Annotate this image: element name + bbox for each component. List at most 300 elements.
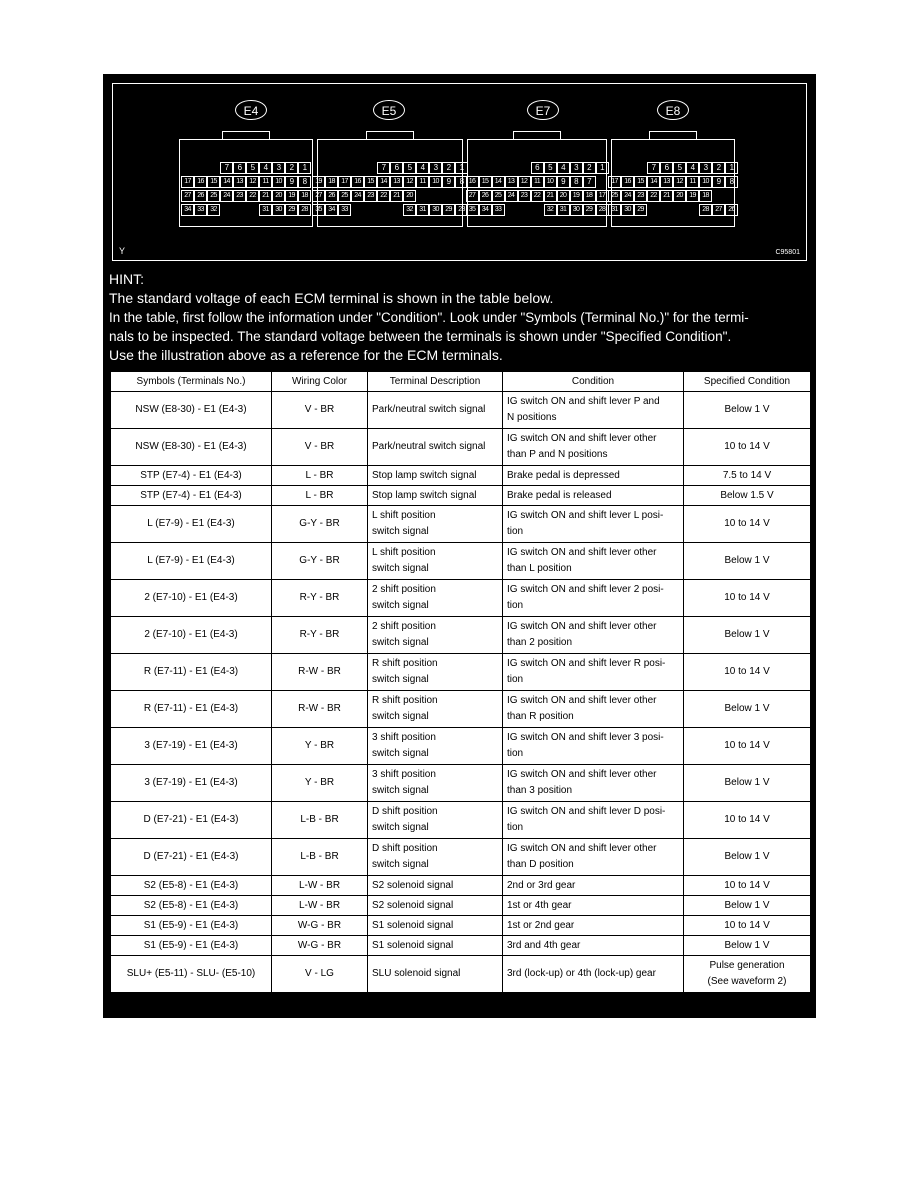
cell-terminal-description-line: switch signal: [372, 563, 429, 574]
terminal-pin: 27: [312, 190, 325, 202]
terminal-pin: 18: [325, 176, 338, 188]
cell-symbols: R (E7-11) - E1 (E4-3): [111, 654, 272, 691]
terminal-pin: 30: [621, 204, 634, 216]
terminal-pin: 16: [621, 176, 634, 188]
connector-label: E8: [657, 100, 689, 120]
cell-condition: [503, 654, 684, 691]
cell-wiring-color: W-G - BR: [272, 916, 368, 936]
table-row: [111, 691, 811, 728]
terminal-pin: 16: [194, 176, 207, 188]
table-row: [111, 429, 811, 466]
terminal-pin: 14: [377, 176, 390, 188]
terminal-pin: 15: [364, 176, 377, 188]
cell-terminal-description-line: D shift position: [372, 806, 438, 817]
terminal-pin: 11: [259, 176, 272, 188]
cell-specified-condition: [684, 429, 811, 466]
cell-specified-condition-line: 10 to 14 V: [724, 441, 770, 452]
terminal-pin: 29: [583, 204, 596, 216]
cell-condition: [503, 936, 684, 956]
terminal-pin: 7: [583, 176, 596, 188]
terminal-pin: 3: [570, 162, 583, 174]
cell-condition: [503, 876, 684, 896]
terminal-pin: 12: [246, 176, 259, 188]
terminal-pin: 32: [207, 204, 220, 216]
cell-condition: [503, 466, 684, 486]
terminal-pin: 34: [181, 204, 194, 216]
terminal-pin: 22: [377, 190, 390, 202]
cell-terminal-description-line: switch signal: [372, 674, 429, 685]
terminal-pin: 21: [544, 190, 557, 202]
cell-specified-condition: [684, 802, 811, 839]
connector-latch: [513, 131, 561, 139]
cell-specified-condition-line: Below 1 V: [724, 939, 770, 951]
cell-condition-line: IG switch ON and shift lever L posi-: [507, 510, 664, 521]
terminal-pin: 12: [403, 176, 416, 188]
terminal-pin: 14: [492, 176, 505, 188]
terminal-pin: 13: [505, 176, 518, 188]
terminal-pin: 29: [285, 204, 298, 216]
cell-specified-condition: [684, 728, 811, 765]
cell-specified-condition-line: 10 to 14 V: [724, 740, 770, 751]
cell-symbols: S2 (E5-8) - E1 (E4-3): [111, 876, 272, 896]
terminal-pin: 15: [207, 176, 220, 188]
terminal-pin: 12: [673, 176, 686, 188]
cell-terminal-description: [368, 543, 503, 580]
cell-condition-line: IG switch ON and shift lever P and: [507, 396, 660, 407]
cell-specified-condition-line: Below 1 V: [724, 777, 770, 788]
table-row: [111, 839, 811, 876]
cell-terminal-description-line: Park/neutral switch signal: [372, 404, 486, 415]
terminal-pin: 23: [364, 190, 377, 202]
terminal-pin: 11: [686, 176, 699, 188]
table-row: [111, 392, 811, 429]
cell-terminal-description-line: 2 shift position: [372, 584, 436, 595]
cell-condition-line: than D position: [507, 859, 574, 870]
terminal-pin: 21: [259, 190, 272, 202]
cell-specified-condition-line: Below 1 V: [724, 629, 770, 640]
hint-block: [109, 270, 809, 365]
cell-terminal-description: [368, 580, 503, 617]
terminal-pin: 22: [647, 190, 660, 202]
cell-specified-condition: [684, 580, 811, 617]
terminal-pin: 6: [660, 162, 673, 174]
cell-condition-line: IG switch ON and shift lever 2 posi-: [507, 584, 664, 595]
cell-specified-condition: [684, 839, 811, 876]
terminal-pin: 13: [660, 176, 673, 188]
cell-specified-condition-line: Below 1 V: [724, 703, 770, 714]
connector-label: E5: [373, 100, 405, 120]
cell-condition-line: tion: [507, 748, 524, 759]
cell-specified-condition-line: Below 1 V: [724, 404, 770, 415]
terminal-pin: 8: [570, 176, 583, 188]
cell-condition: [503, 617, 684, 654]
cell-terminal-description-line: switch signal: [372, 711, 429, 722]
cell-symbols: NSW (E8-30) - E1 (E4-3): [111, 429, 272, 466]
cell-condition-line: 2nd or 3rd gear: [507, 879, 576, 891]
cell-symbols: NSW (E8-30) - E1 (E4-3): [111, 392, 272, 429]
cell-condition: [503, 691, 684, 728]
cell-specified-condition-line: 10 to 14 V: [724, 814, 770, 825]
cell-condition: [503, 580, 684, 617]
terminal-pin: 20: [673, 190, 686, 202]
cell-terminal-description-line: switch signal: [372, 748, 429, 759]
table-row: [111, 617, 811, 654]
terminal-pin: 4: [416, 162, 429, 174]
cell-terminal-description-line: switch signal: [372, 637, 429, 648]
terminal-pin: 24: [220, 190, 233, 202]
terminal-pin: 4: [557, 162, 570, 174]
cell-wiring-color: G-Y - BR: [272, 506, 368, 543]
table-row: [111, 728, 811, 765]
cell-symbols: L (E7-9) - E1 (E4-3): [111, 506, 272, 543]
cell-terminal-description: [368, 392, 503, 429]
cell-specified-condition-line: Below 1 V: [724, 899, 770, 911]
cell-condition-line: than L position: [507, 563, 572, 574]
cell-condition-line: Brake pedal is depressed: [507, 469, 620, 481]
cell-symbols: 2 (E7-10) - E1 (E4-3): [111, 617, 272, 654]
cell-condition-line: IG switch ON and shift lever other: [507, 769, 657, 780]
hint-line: Use the illustration above as a reference for the ECM terminals.: [109, 347, 503, 363]
cell-symbols: 3 (E7-19) - E1 (E4-3): [111, 765, 272, 802]
terminal-pin: 1: [725, 162, 738, 174]
terminal-pin: 28: [596, 204, 609, 216]
hint-title: HINT:: [109, 271, 144, 287]
cell-condition: [503, 429, 684, 466]
cell-wiring-color: L-B - BR: [272, 802, 368, 839]
terminal-pin: 2: [285, 162, 298, 174]
cell-terminal-description-line: switch signal: [372, 600, 429, 611]
table-row: [111, 654, 811, 691]
cell-specified-condition-line: 7.5 to 14 V: [722, 469, 772, 481]
cell-condition-line: IG switch ON and shift lever other: [507, 843, 657, 854]
hint-line: The standard voltage of each ECM terminal is shown in the table below.: [109, 290, 554, 306]
terminal-pin: 34: [479, 204, 492, 216]
cell-condition: [503, 486, 684, 506]
terminal-pin: 26: [194, 190, 207, 202]
cell-specified-condition-line: 10 to 14 V: [724, 666, 770, 677]
figure-code: C95801: [775, 249, 800, 256]
diagram-corner-label: Y: [119, 246, 126, 256]
terminal-pin: 34: [325, 204, 338, 216]
cell-terminal-description-line: R shift position: [372, 658, 438, 669]
terminal-pin: 32: [544, 204, 557, 216]
connector-label: E4: [235, 100, 267, 120]
terminal-pin: 19: [686, 190, 699, 202]
cell-symbols: STP (E7-4) - E1 (E4-3): [111, 486, 272, 506]
terminal-pin: 3: [699, 162, 712, 174]
terminal-pin: 25: [608, 190, 621, 202]
terminal-pin: 32: [403, 204, 416, 216]
cell-wiring-color: R-Y - BR: [272, 617, 368, 654]
cell-specified-condition-line: 10 to 14 V: [724, 592, 770, 603]
terminal-pin: 7: [377, 162, 390, 174]
cell-terminal-description-line: switch signal: [372, 822, 429, 833]
terminal-pin: 18: [298, 190, 311, 202]
terminal-pin: 27: [712, 204, 725, 216]
connector-latch: [649, 131, 697, 139]
cell-terminal-description-line: S2 solenoid signal: [372, 899, 454, 911]
cell-wiring-color: Y - BR: [272, 765, 368, 802]
terminal-pin: 25: [207, 190, 220, 202]
cell-terminal-description: [368, 486, 503, 506]
cell-symbols: S1 (E5-9) - E1 (E4-3): [111, 936, 272, 956]
terminal-pin: 7: [647, 162, 660, 174]
terminal-pin: 10: [699, 176, 712, 188]
terminal-pin: 4: [686, 162, 699, 174]
hint-line: In the table, first follow the information under "Condition". Look under "Symbols (Terminal No.)" for the termi-: [109, 310, 749, 325]
cell-condition-line: IG switch ON and shift lever other: [507, 695, 657, 706]
cell-condition-line: 1st or 4th gear: [507, 899, 572, 911]
terminal-pin: 24: [621, 190, 634, 202]
table-row: [111, 466, 811, 486]
terminal-pin: 28: [455, 204, 468, 216]
cell-specified-condition: [684, 916, 811, 936]
terminal-pin: 2: [442, 162, 455, 174]
terminal-pin: 14: [220, 176, 233, 188]
terminal-pin: 9: [712, 176, 725, 188]
cell-condition: [503, 543, 684, 580]
cell-symbols: S2 (E5-8) - E1 (E4-3): [111, 896, 272, 916]
table-row: [111, 936, 811, 956]
cell-terminal-description-line: S1 solenoid signal: [372, 939, 454, 951]
terminal-pin: 11: [416, 176, 429, 188]
cell-condition-line: than P and N positions: [507, 449, 608, 460]
cell-condition-line: N positions: [507, 412, 557, 423]
cell-wiring-color: G-Y - BR: [272, 543, 368, 580]
cell-terminal-description-line: switch signal: [372, 859, 429, 870]
cell-terminal-description-line: Stop lamp switch signal: [372, 469, 477, 481]
cell-wiring-color: V - BR: [272, 392, 368, 429]
cell-specified-condition: [684, 543, 811, 580]
cell-condition-line: IG switch ON and shift lever D posi-: [507, 806, 666, 817]
table-row: [111, 876, 811, 896]
terminal-pin: 31: [259, 204, 272, 216]
cell-terminal-description-line: switch signal: [372, 526, 429, 537]
cell-terminal-description-line: L shift position: [372, 547, 436, 558]
table-row: [111, 580, 811, 617]
cell-terminal-description-line: Stop lamp switch signal: [372, 489, 477, 501]
terminal-pin: 9: [285, 176, 298, 188]
cell-terminal-description: [368, 802, 503, 839]
header-terminal-description: Terminal Description: [368, 372, 503, 392]
cell-condition-line: 3rd (lock-up) or 4th (lock-up) gear: [507, 968, 656, 979]
connector-latch: [222, 131, 270, 139]
cell-condition: [503, 506, 684, 543]
terminal-pin: 10: [544, 176, 557, 188]
terminal-pin: 25: [338, 190, 351, 202]
cell-condition-line: than 3 position: [507, 785, 573, 796]
cell-wiring-color: V - BR: [272, 429, 368, 466]
cell-wiring-color: R-W - BR: [272, 654, 368, 691]
terminal-pin: 29: [634, 204, 647, 216]
terminal-pin: 8: [298, 176, 311, 188]
terminal-pin: 1: [298, 162, 311, 174]
cell-terminal-description-line: S1 solenoid signal: [372, 919, 454, 931]
terminal-pin: 6: [233, 162, 246, 174]
terminal-pin: 8: [455, 176, 468, 188]
cell-terminal-description-line: S2 solenoid signal: [372, 879, 454, 891]
table-row: [111, 896, 811, 916]
terminal-pin: 2: [712, 162, 725, 174]
terminal-pin: 4: [259, 162, 272, 174]
terminal-pin: 27: [181, 190, 194, 202]
cell-condition: [503, 392, 684, 429]
terminal-pin: 10: [272, 176, 285, 188]
terminal-pin: 8: [725, 176, 738, 188]
cell-specified-condition: [684, 691, 811, 728]
cell-condition-line: tion: [507, 674, 524, 685]
cell-condition-line: than R position: [507, 711, 574, 722]
cell-specified-condition: [684, 466, 811, 486]
cell-symbols: 2 (E7-10) - E1 (E4-3): [111, 580, 272, 617]
terminal-pin: 2: [583, 162, 596, 174]
terminal-pin: 31: [416, 204, 429, 216]
hint-line: nals to be inspected. The standard voltage between the terminals is shown under "Specified Condition".: [109, 329, 732, 344]
terminal-pin: 5: [403, 162, 416, 174]
cell-symbols: L (E7-9) - E1 (E4-3): [111, 543, 272, 580]
cell-symbols: D (E7-21) - E1 (E4-3): [111, 839, 272, 876]
cell-condition-line: IG switch ON and shift lever other: [507, 547, 657, 558]
cell-condition: [503, 728, 684, 765]
cell-terminal-description: [368, 691, 503, 728]
cell-specified-condition-line: Below 1.5 V: [720, 489, 774, 501]
terminal-pin: 24: [505, 190, 518, 202]
terminal-pin: 17: [608, 176, 621, 188]
cell-wiring-color: R-Y - BR: [272, 580, 368, 617]
ecm-terminal-table: [110, 371, 811, 993]
table-row: [111, 802, 811, 839]
cell-wiring-color: L - BR: [272, 486, 368, 506]
terminal-pin: 20: [403, 190, 416, 202]
terminal-pin: 9: [442, 176, 455, 188]
terminal-pin: 17: [596, 190, 609, 202]
terminal-pin: 16: [466, 176, 479, 188]
terminal-pin: 14: [647, 176, 660, 188]
cell-terminal-description: [368, 896, 503, 916]
table-row: [111, 543, 811, 580]
cell-specified-condition-line: Below 1 V: [724, 555, 770, 566]
cell-terminal-description: [368, 916, 503, 936]
table-row: [111, 486, 811, 506]
terminal-pin: 19: [285, 190, 298, 202]
terminal-pin: 19: [312, 176, 325, 188]
terminal-pin: 1: [596, 162, 609, 174]
cell-terminal-description-line: Park/neutral switch signal: [372, 441, 486, 452]
terminal-pin: 17: [181, 176, 194, 188]
cell-terminal-description-line: 2 shift position: [372, 621, 436, 632]
terminal-pin: 15: [479, 176, 492, 188]
cell-terminal-description: [368, 765, 503, 802]
cell-specified-condition-line: (See waveform 2): [707, 976, 787, 987]
cell-wiring-color: W-G - BR: [272, 936, 368, 956]
cell-specified-condition: [684, 486, 811, 506]
terminal-pin: 5: [673, 162, 686, 174]
terminal-pin: 22: [531, 190, 544, 202]
cell-specified-condition-line: 10 to 14 V: [724, 518, 770, 529]
cell-terminal-description: [368, 936, 503, 956]
cell-symbols: D (E7-21) - E1 (E4-3): [111, 802, 272, 839]
cell-condition-line: IG switch ON and shift lever other: [507, 433, 657, 444]
cell-terminal-description: [368, 728, 503, 765]
terminal-pin: 21: [390, 190, 403, 202]
cell-condition-line: 3rd and 4th gear: [507, 939, 581, 951]
cell-specified-condition-line: 10 to 14 V: [724, 919, 770, 931]
terminal-pin: 6: [390, 162, 403, 174]
terminal-pin: 21: [660, 190, 673, 202]
terminal-pin: 12: [518, 176, 531, 188]
cell-specified-condition: [684, 617, 811, 654]
terminal-pin: 23: [634, 190, 647, 202]
terminal-pin: 3: [272, 162, 285, 174]
terminal-pin: 18: [583, 190, 596, 202]
cell-condition: [503, 896, 684, 916]
cell-wiring-color: L-B - BR: [272, 839, 368, 876]
cell-symbols: SLU+ (E5-11) - SLU- (E5-10): [111, 956, 272, 993]
cell-terminal-description: [368, 654, 503, 691]
terminal-pin: 31: [608, 204, 621, 216]
table-row: [111, 765, 811, 802]
table-row: [111, 956, 811, 993]
cell-terminal-description: [368, 506, 503, 543]
terminal-pin: 26: [479, 190, 492, 202]
cell-terminal-description-line: SLU solenoid signal: [372, 968, 461, 979]
connector-label: E7: [527, 100, 559, 120]
cell-terminal-description: [368, 839, 503, 876]
header-condition: Condition: [503, 372, 684, 392]
terminal-pin: 9: [557, 176, 570, 188]
cell-terminal-description-line: L shift position: [372, 510, 436, 521]
cell-specified-condition: [684, 506, 811, 543]
cell-specified-condition: [684, 392, 811, 429]
terminal-pin: 30: [429, 204, 442, 216]
terminal-pin: 23: [518, 190, 531, 202]
cell-terminal-description-line: 3 shift position: [372, 732, 436, 743]
header-symbols: Symbols (Terminals No.): [111, 372, 272, 392]
cell-specified-condition: [684, 765, 811, 802]
table-row: [111, 916, 811, 936]
cell-symbols: S1 (E5-9) - E1 (E4-3): [111, 916, 272, 936]
cell-terminal-description: [368, 956, 503, 993]
cell-condition-line: tion: [507, 822, 524, 833]
terminal-pin: 33: [492, 204, 505, 216]
cell-condition: [503, 916, 684, 936]
terminal-pin: 31: [557, 204, 570, 216]
cell-specified-condition-line: Below 1 V: [724, 851, 770, 862]
cell-symbols: 3 (E7-19) - E1 (E4-3): [111, 728, 272, 765]
cell-terminal-description: [368, 429, 503, 466]
terminal-pin: 26: [725, 204, 738, 216]
cell-condition: [503, 765, 684, 802]
cell-terminal-description-line: R shift position: [372, 695, 438, 706]
terminal-pin: 20: [272, 190, 285, 202]
cell-terminal-description-line: switch signal: [372, 785, 429, 796]
cell-condition-line: than 2 position: [507, 637, 573, 648]
table-row: [111, 506, 811, 543]
cell-specified-condition: [684, 876, 811, 896]
terminal-pin: 19: [570, 190, 583, 202]
terminal-pin: 26: [325, 190, 338, 202]
terminal-pin: 5: [246, 162, 259, 174]
cell-wiring-color: L - BR: [272, 466, 368, 486]
cell-symbols: R (E7-11) - E1 (E4-3): [111, 691, 272, 728]
cell-wiring-color: R-W - BR: [272, 691, 368, 728]
header-specified-condition: Specified Condition: [684, 372, 811, 392]
cell-terminal-description-line: D shift position: [372, 843, 438, 854]
cell-specified-condition: [684, 956, 811, 993]
cell-terminal-description: [368, 466, 503, 486]
terminal-pin: 24: [351, 190, 364, 202]
terminal-pin: 15: [634, 176, 647, 188]
